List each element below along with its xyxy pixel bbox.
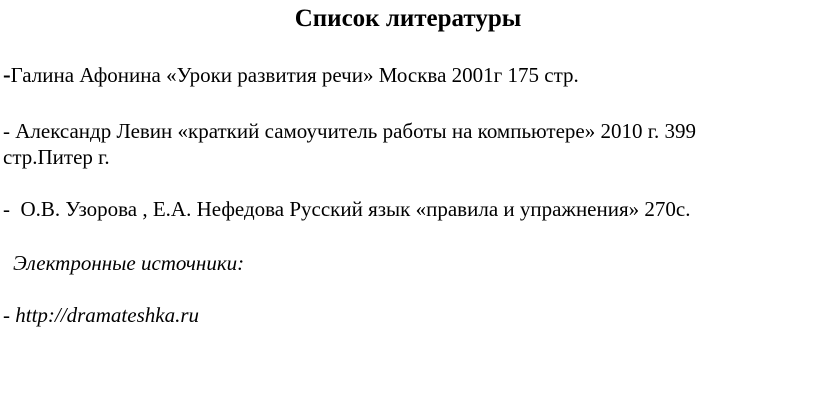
entry-text: Александр Левин «краткий самоучитель работы на компьютере» 2010 г. 399 <box>15 119 696 143</box>
electronic-source-entry <box>3 302 199 328</box>
entry-dash: - <box>3 119 16 143</box>
entry-text: О.В. Узорова , Е.А. Нефедова Русский язык «правила и упражнения» 270с. <box>20 197 691 221</box>
entry-dash: - <box>3 197 21 221</box>
entry-dash: - <box>3 303 16 327</box>
electronic-sources-heading: Электронные источники: <box>13 251 245 275</box>
page-title: Список литературы <box>294 5 522 32</box>
entry-line-1 <box>3 119 696 143</box>
bibliography-entry-1 <box>3 62 579 88</box>
source-link[interactable]: http://dramateshka.ru <box>15 303 199 327</box>
entry-dash: - <box>3 62 11 87</box>
bibliography-entry-2 <box>3 118 696 170</box>
entry-text: Галина Афонина «Уроки развития речи» Москва 2001г 175 стр. <box>10 63 579 87</box>
entry-line-2: стр.Питер г. <box>3 145 110 169</box>
bibliography-entry-3 <box>3 196 690 222</box>
